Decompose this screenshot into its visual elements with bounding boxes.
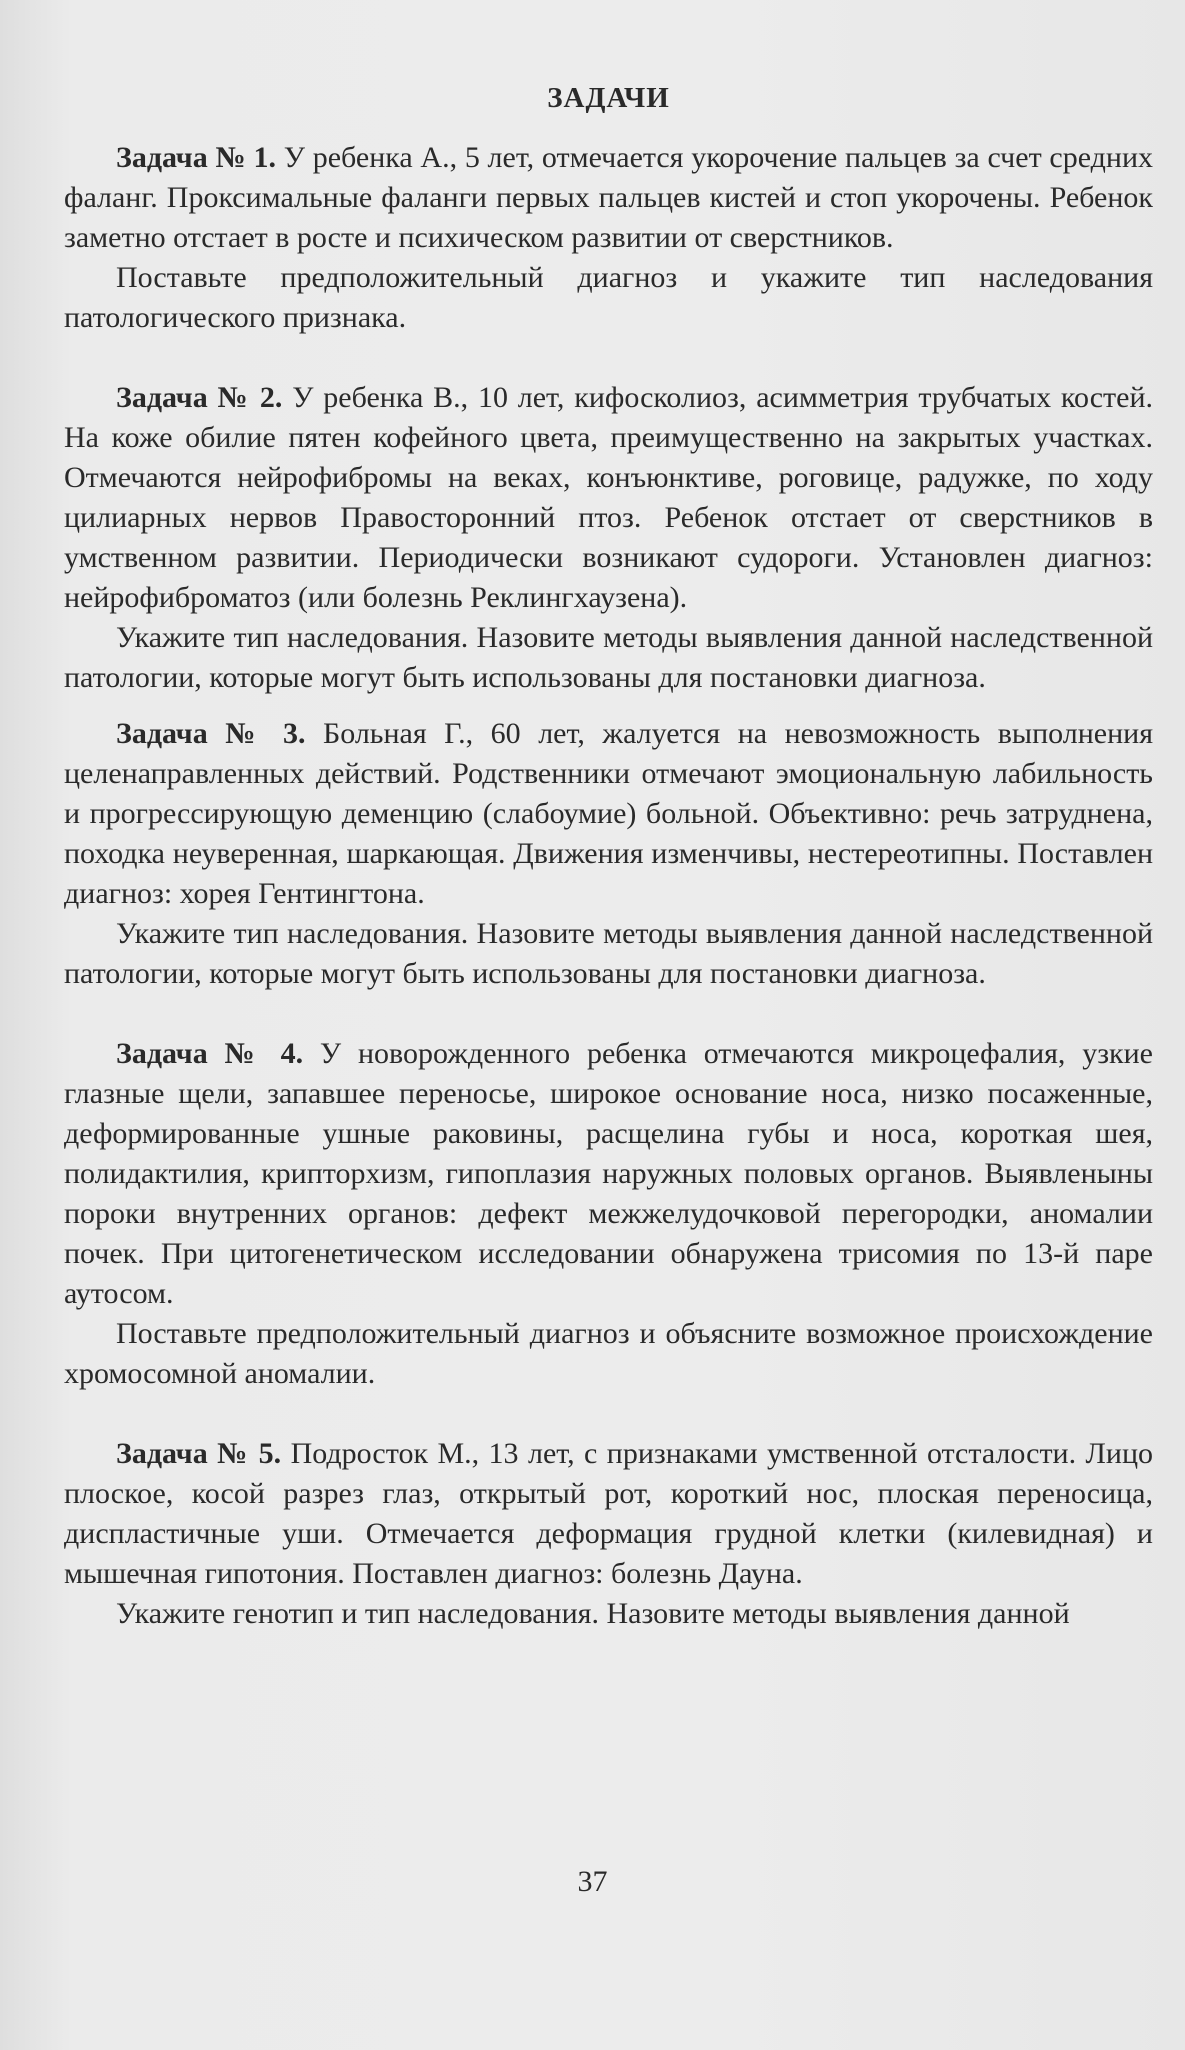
task-2 (64, 378, 1153, 698)
task-1-text: У ребенка А., 5 лет, отмечается укорочение пальцев за счет средних фаланг. Проксимальные фаланги первых пальцев кистей и стоп укорочены. Ребенок заметно отстает в росте и психическом развитии от сверстников. (64, 141, 1154, 254)
task-5-text: Подросток М., 13 лет, с признаками умственной отсталости. Лицо плоское, косой разрез глаз, открытый рот, короткий нос, плоская переносица, диспластичные уши. Отмечается деформация грудной клетки (килевидная) и мышечная гипотония. Поставлен диагноз: болезнь Дауна. (64, 1437, 1153, 1590)
spacer (64, 1394, 1153, 1434)
page-title: ЗАДАЧИ (547, 82, 670, 114)
spacer (64, 994, 1153, 1034)
task-4-question: Поставьте предположительный диагноз и объясните возможное происхождение хромосомной аномалии. (64, 1317, 1153, 1390)
task-4-condition (64, 1034, 1153, 1314)
task-3-label: Задача № 3. (116, 717, 306, 750)
spacer (64, 338, 1153, 378)
task-5-condition (64, 1434, 1153, 1594)
task-3-condition (64, 714, 1153, 914)
task-1-condition (64, 138, 1153, 258)
task-3 (64, 714, 1153, 994)
task-4-label: Задача № 4. (116, 1037, 304, 1070)
task-5 (64, 1434, 1153, 1634)
task-3-text: Больная Г., 60 лет, жалуется на невозможность выполнения целенаправленных действий. Родственники отмечают эмоциональную лабильность и прогрессирующую деменцию (слабоумие) больной. Объективно: речь затруднена, походка неуверенная, шаркающая. Движения изменчивы, нестереотипны. Поставлен диагноз: хорея Гентингтона. (64, 717, 1153, 910)
task-4-text: У новорожденного ребенка отмечаются микроцефалия, узкие глазные щели, запавшее переносье, широкое основание носа, низко посаженные, деформированные ушные раковины, расщелина губы и носа, короткая шея, полидактилия, крипторхизм, гипоплазия наружных половых органов. Выявленыны пороки внутренних органов: дефект межжелудочковой перегородки, аномалии почек. При цитогенетическом исследовании обнаружена трисомия по 13-й паре аутосом. (64, 1037, 1153, 1310)
task-2-label: Задача № 2. (116, 381, 283, 414)
page-number: 37 (577, 1865, 608, 1898)
task-3-question: Укажите тип наследования. Назовите методы выявления данной наследственной патологии, которые могут быть использованы для постановки диагноза. (64, 917, 1153, 990)
spacer (64, 698, 1153, 714)
task-5-label: Задача № 5. (116, 1437, 282, 1470)
task-5-question: Укажите генотип и тип наследования. Назовите методы выявления данной (116, 1597, 1070, 1630)
task-2-question: Укажите тип наследования. Назовите методы выявления данной наследственной патологии, которые могут быть использованы для постановки диагноза. (64, 621, 1153, 694)
task-2-text: У ребенка В., 10 лет, кифосколиоз, асимметрия трубчатых костей. На коже обилие пятен кофейного цвета, преимущественно на закрытых участках. Отмечаются нейрофибромы на веках, конъюнктиве, роговице, радужке, по ходу цилиарных нервов Правосторонний птоз. Ребенок отстает от сверстников в умственном развитии. Периодически возникают судороги. Установлен диагноз: нейрофиброматоз (или болезнь Реклингхаузена). (64, 381, 1154, 614)
task-2-condition (64, 378, 1153, 618)
task-1-question: Поставьте предположительный диагноз и укажите тип наследования патологического признака. (64, 261, 1153, 334)
task-4 (64, 1034, 1153, 1394)
task-1 (64, 138, 1153, 338)
task-1-label: Задача № 1. (116, 141, 277, 174)
